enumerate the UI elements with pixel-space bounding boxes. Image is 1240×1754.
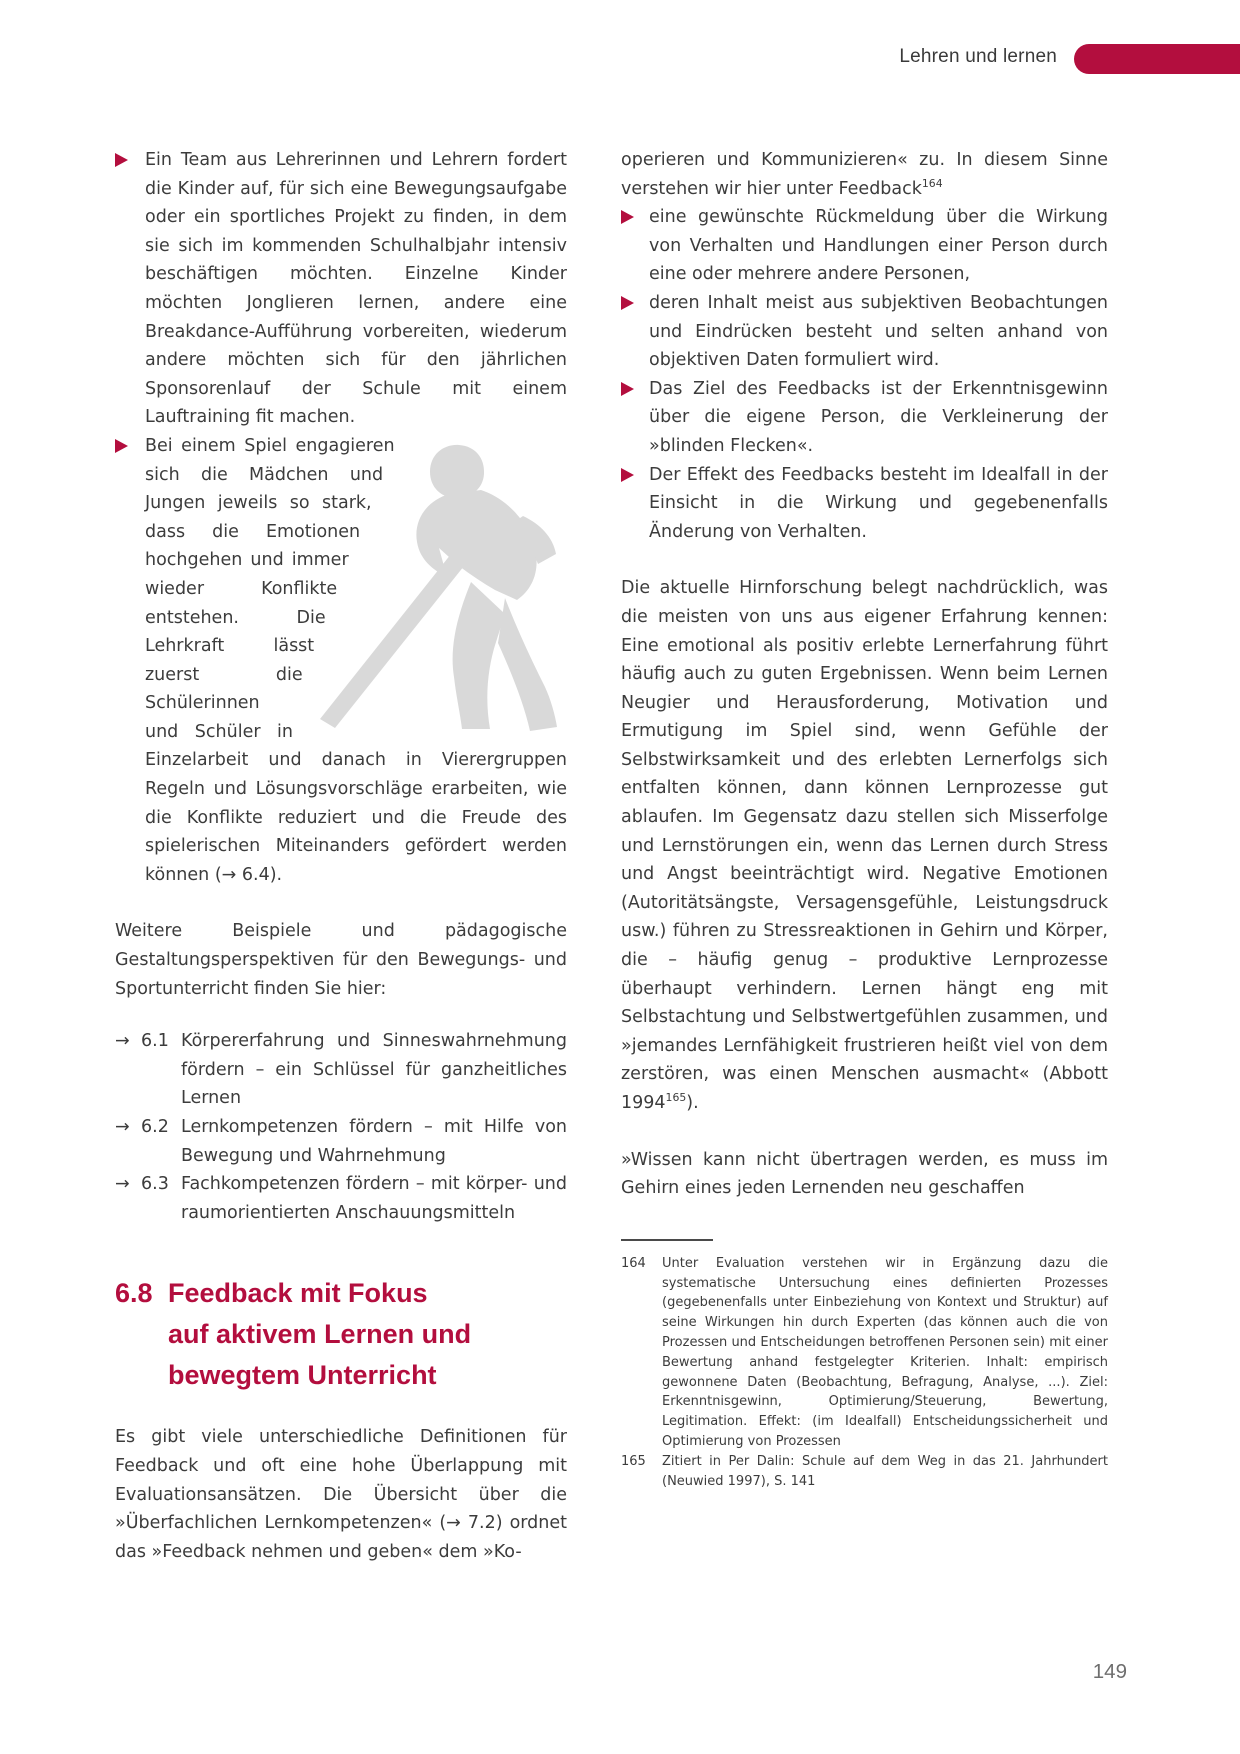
bullet-text: eine gewünschte Rückmeldung über die Wirkung von Verhalten und Handlungen einer Person durch eine oder mehrere andere Personen, — [649, 207, 1108, 285]
section-heading — [115, 1273, 567, 1396]
bullet-triangle-icon — [621, 382, 634, 396]
reference-number: 6.1 — [141, 1031, 169, 1052]
arrow-icon: → — [115, 1031, 130, 1052]
footnote-number: 165 — [621, 1453, 646, 1469]
bullet-text: Bei einem Spiel engagieren sich die Mädchen und Jungen jeweils so stark, dass die Emotionen hochgehen und immer wieder Konflikte entstehen. Die Lehrkraft lässt zuerst die Schülerinnen und Schüler in Einzelarbeit und danach in Vierergruppen Regeln und Lösungsvorschläge erarbeiten, wie die Konflikte reduziert und die Freude des spielerischen Miteinanders gefördert werden können (→ 6.4). — [145, 432, 567, 890]
bullet-item — [621, 203, 1108, 289]
bullet-triangle-icon — [115, 439, 128, 453]
body-paragraph: Es gibt viele unterschiedliche Definitionen für Feedback und oft eine hohe Überlappung mit Evaluationsansätzen. Die Übersicht über die »Überfachlichen Lernkompetenzen« (→ 7.2) ordnet das »Feedback nehmen und geben« dem »Ko- — [115, 1427, 567, 1562]
bullet-text: Ein Team aus Lehrerinnen und Lehrern fordert die Kinder auf, für sich eine Bewegungsaufgabe oder ein sportliches Projekt zu finden, in dem sie sich im kommenden Schulhalbjahr intensiv beschäftigen möchten. Einzelne Kinder möchten Jonglieren lernen, andere eine Breakdance-Aufführung vorbereiten, wiederum andere möchten sich für den jährlichen Sponsorenlauf der Schule mit einem Lauftraining fit machen. — [145, 150, 567, 428]
chapter-tab-marker — [1074, 44, 1240, 74]
reference-number: 6.3 — [141, 1174, 169, 1195]
footnote-reference: 165 — [665, 1091, 687, 1105]
bullet-text: Das Ziel des Feedbacks ist der Erkenntnisgewinn über die eigene Person, die Verkleinerung der »blinden Flecken«. — [649, 378, 1108, 456]
reference-list-item — [115, 1170, 567, 1227]
arrow-icon: → — [115, 1117, 130, 1137]
section-title: Feedback mit Fokus auf aktivem Lernen und bewegtem Unterricht — [168, 1278, 472, 1391]
reference-list-item — [115, 1113, 567, 1170]
right-column — [621, 146, 1108, 1491]
bullet-item — [621, 289, 1108, 375]
page-number: 149 — [1092, 1660, 1127, 1683]
arrow-icon: → — [115, 1174, 130, 1195]
reference-list — [115, 1027, 567, 1227]
footnote-reference: 164 — [921, 176, 943, 190]
bullet-text: Der Effekt des Feedbacks besteht im Idealfall in der Einsicht in die Wirkung und gegebenenfalls Änderung von Verhalten. — [649, 464, 1108, 542]
footnote-block — [621, 1239, 1108, 1492]
footnote — [621, 1452, 1108, 1492]
body-paragraph: »Wissen kann nicht übertragen werden, es muss im Gehirn eines jeden Lernenden neu geschaffen — [621, 1149, 1108, 1199]
footnote-text: Zitiert in Per Dalin: Schule auf dem Weg in das 21. Jahrhundert (Neuwied 1997), S. 141 — [662, 1453, 1108, 1489]
body-paragraph: Die aktuelle Hirnforschung belegt nachdrücklich, was die meisten von uns aus eigener Erfahrung kennen: Eine emotional als positiv erlebte Lernerfahrung führt häufig auch zu guten Ergebnissen. Wenn beim Lernen Neugier und Herausforderung, Motivation und Ermutigung im Spiel sind, wenn Gefühle der Selbstwirksamkeit und des erlebten Lernerfolgs sich entfalten können, dann können Lernprozesse gut ablaufen. Im Gegensatz dazu stellen sich Misserfolge und Lernstörungen ein, wenn das Lernen durch Stress und Angst beeinträchtigt wird. Negative Emotionen (Autoritätsängste, Versagensgefühle, Leistungsdruck usw.) führen zu Stressreaktionen in Gehirn und Körper, die – häufig genug – produktive Lernprozesse überhaupt verhindern. Lernen hängt eng mit Selbstachtung und Selbstwertgefühlen zusammen, und »jemandes Lernfähigkeit frustrieren heißt viel von dem zerstören, was einen Menschen ausmacht« (Abbott 1994$^{165}$). — [621, 578, 1108, 1113]
reference-text: Körpererfahrung und Sinneswahrnehmung fördern – ein Schlüssel für ganzheitliches Lernen — [181, 1031, 567, 1109]
body-paragraph: operieren und Kommunizieren« zu. In diesem Sinne verstehen wir hier unter Feedback$^{164}$ — [621, 150, 1108, 199]
bullet-triangle-icon — [621, 468, 634, 482]
page-header-title: Lehren und lernen — [899, 46, 1057, 67]
bullet-text: deren Inhalt meist aus subjektiven Beobachtungen und Eindrücken besteht und selten anhand von objektiven Daten formuliert wird. — [649, 292, 1108, 371]
bullet-item — [621, 375, 1108, 461]
reference-number: 6.2 — [141, 1117, 169, 1137]
bullet-triangle-icon — [115, 153, 128, 167]
bullet-triangle-icon — [621, 296, 634, 310]
footnote-text: Unter Evaluation verstehen wir in Ergänzung dazu die systematische Untersuchung eines definierten Prozesses (gegebenenfalls unter Einbeziehung von Kontext und Struktur) auf seine Wirkungen hin durch Experten (das können auch die von Prozessen und Entscheidungen betroffenen Personen sein) mit einer Bewertung anhand festgelegter Kriterien. Inhalt: empirisch gewonnene Daten (Beobachtung, Befragung, Analyse, ...). Ziel: Erkenntnisgewinn, Optimierung/Steuerung, Bewertung, Legitimation. Effekt: (im Idealfall) Entscheidungssicherheit und Optimierung von Prozessen — [662, 1255, 1108, 1449]
reference-text: Fachkompetenzen fördern – mit körper- und raumorientierten Anschauungsmitteln — [181, 1174, 567, 1223]
bullet-item — [115, 432, 567, 890]
intro-paragraph: Weitere Beispiele und pädagogische Gestaltungsperspektiven für den Bewegungs- und Sportunterricht finden Sie hier: — [115, 921, 567, 999]
left-column — [115, 146, 567, 1566]
bullet-triangle-icon — [621, 210, 634, 224]
reference-list-item — [115, 1027, 567, 1113]
bullet-item — [115, 146, 567, 432]
footnote-separator — [621, 1239, 713, 1241]
section-number: 6.8 — [115, 1278, 153, 1309]
reference-text: Lernkompetenzen fördern – mit Hilfe von Bewegung und Wahrnehmung — [181, 1117, 567, 1166]
footnote-number: 164 — [621, 1255, 646, 1271]
footnote — [621, 1254, 1108, 1452]
bullet-item — [621, 461, 1108, 547]
